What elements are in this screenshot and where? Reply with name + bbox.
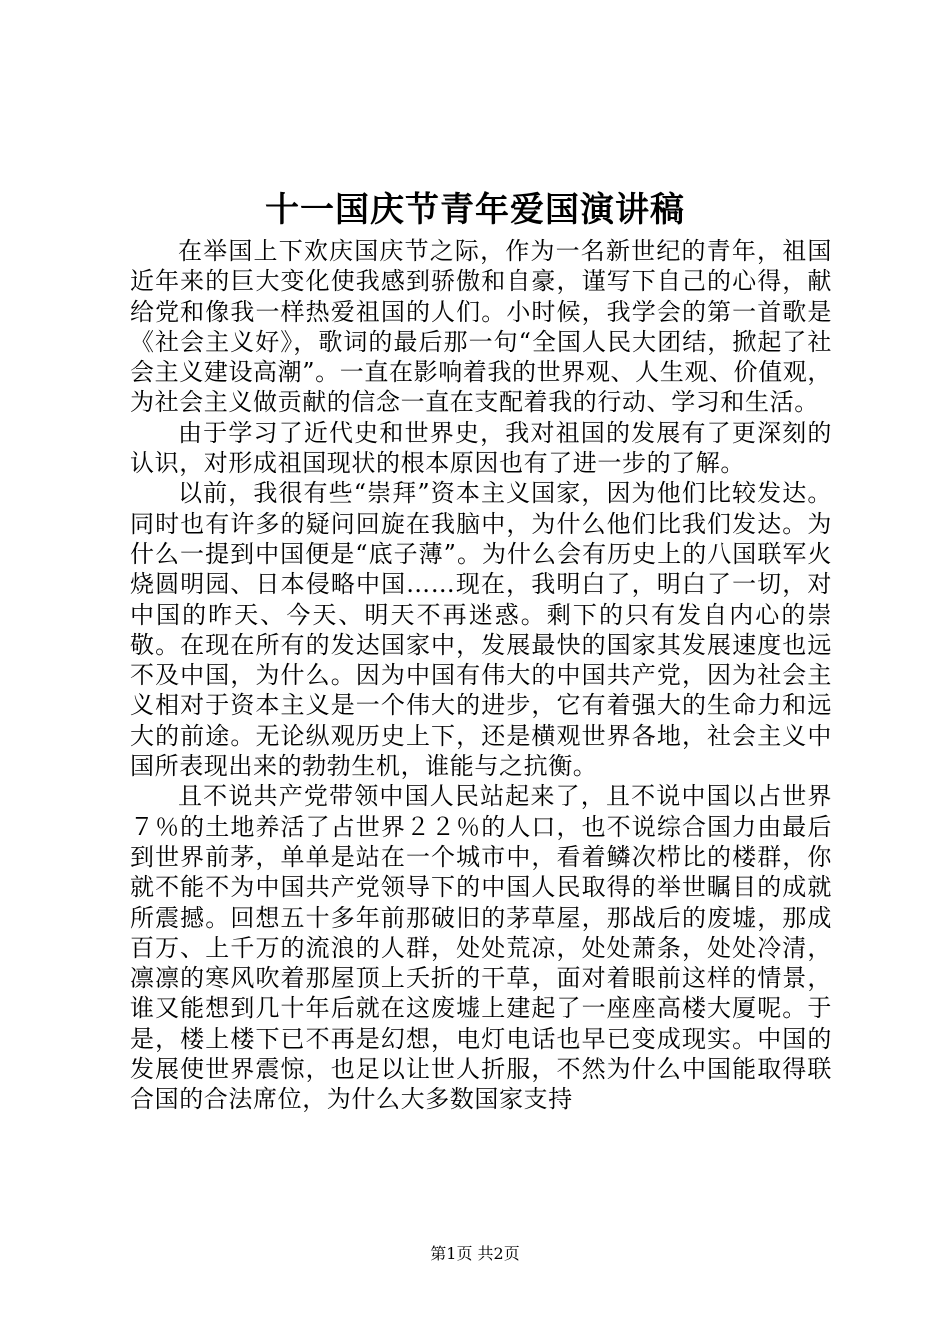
paragraph: 在举国上下欢庆国庆节之际，作为一名新世纪的青年，祖国近年来的巨大变化使我感到骄傲和自豪，谨写下自己的心得，献给党和像我一样热爱祖国的人们。小时候，我学会的第一首歌是《社会主义好》，歌词的最后那一句“全国人民大团结，掀起了社会主义建设高潮”。一直在影响着我的世界观、人生观、价值观，为社会主义做贡献的信念一直在支配着我的行动、学习和生活。	[130, 237, 832, 417]
paragraph: 且不说共产党带领中国人民站起来了，且不说中国以占世界７％的土地养活了占世界２２％的人口，也不说综合国力由最后到世界前茅，单单是站在一个城市中，看着鳞次栉比的楼群，你就不能不为中国共产党领导下的中国人民取得的举世瞩目的成就所震撼。回想五十多年前那破旧的茅草屋，那战后的废墟，那成百万、上千万的流浪的人群，处处荒凉，处处萧条，处处冷清，凛凛的寒风吹着那屋顶上夭折的干草，面对着眼前这样的情景，谁又能想到几十年后就在这废墟上建起了一座座高楼大厦呢。于是，楼上楼下已不再是幻想，电灯电话也早已变成现实。中国的发展使世界震惊，也足以让世人折服，不然为什么中国能取得联合国的合法席位，为什么大多数国家支持	[130, 782, 832, 1114]
document-body	[130, 236, 832, 1115]
paragraph: 以前，我很有些“崇拜”资本主义国家，因为他们比较发达。同时也有许多的疑问回旋在我脑中，为什么他们比我们发达。为什么一提到中国便是“底子薄”。为什么会有历史上的八国联军火烧圆明园、日本侵略中国……现在，我明白了，明白了一切，对中国的昨天、今天、明天不再迷惑。剩下的只有发自内心的崇敬。在现在所有的发达国家中，发展最快的国家其发展速度也远不及中国，为什么。因为中国有伟大的中国共产党，因为社会主义相对于资本主义是一个伟大的进步，它有着强大的生命力和远大的前途。无论纵观历史上下，还是横观世界各地，社会主义中国所表现出来的勃勃生机，谁能与之抗衡。	[130, 479, 832, 781]
page-footer: 第1页 共2页	[430, 1244, 520, 1263]
document-title: 十一国庆节青年爱国演讲稿	[265, 190, 685, 230]
paragraph: 由于学习了近代史和世界史，我对祖国的发展有了更深刻的认识，对形成祖国现状的根本原因也有了进一步的了解。	[130, 418, 832, 478]
